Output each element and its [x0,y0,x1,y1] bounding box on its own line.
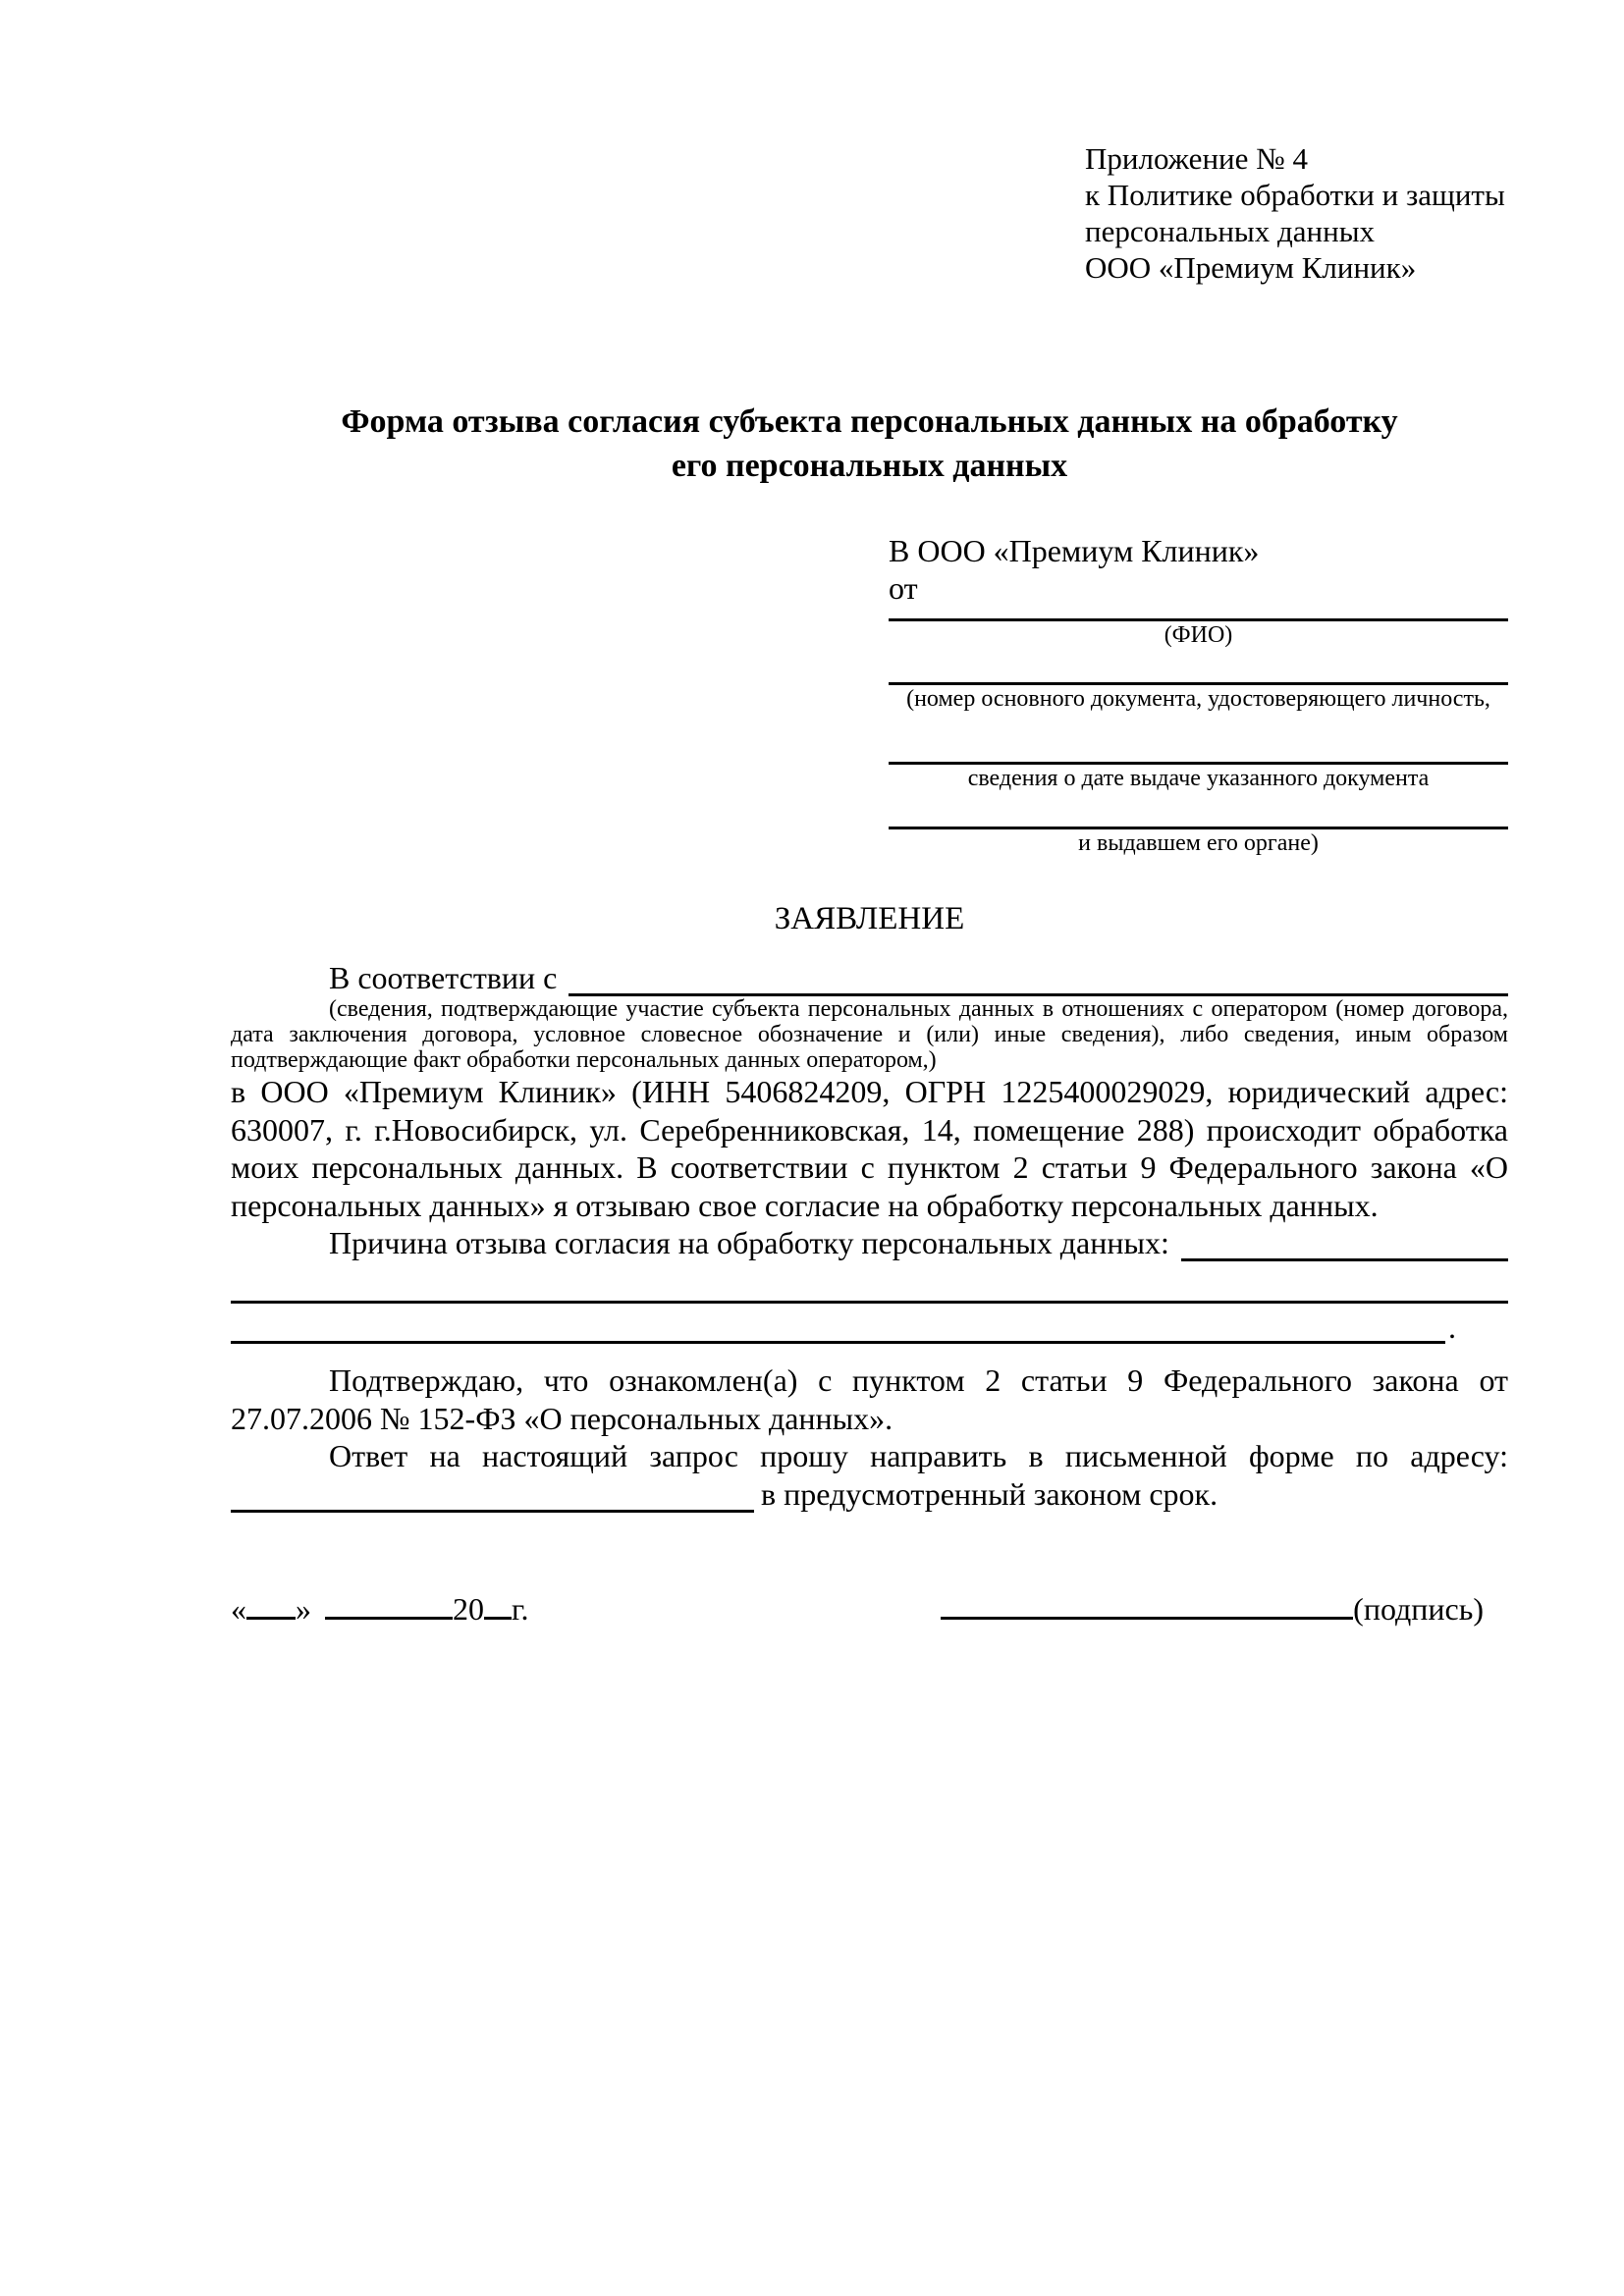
date-line [231,1589,529,1629]
doc-issue-date-input-line[interactable] [889,713,1508,765]
day-input-line[interactable] [246,1613,296,1620]
doc-number-input-line[interactable] [889,649,1508,685]
reply-suffix: в предусмотренный законом срок. [761,1475,1218,1512]
reason-input-line-3[interactable] [231,1304,1445,1344]
fio-caption: (ФИО) [1164,622,1233,648]
doc-issuer-input-line[interactable] [889,792,1508,829]
footer-row [231,1589,1508,1629]
statement-body: в ООО «Премиум Клиник» (ИНН 5406824209, ОГРН 1225400029029, юридический адрес: 630007, г. г.Новосибирск, ул. Серебренниковская, 14, помещение 288) происходит обработка моих персональных данных. В соответствии с пунктом 2 статьи 9 Федерального закона «О персональных данных» я отзываю свое согласие на обработку персональных данных. [231,1074,1508,1223]
addressee-block [889,532,1508,857]
appendix-note-line-4: ООО «Премиум Клиник» [1085,250,1417,285]
reason-input-line-1[interactable] [1181,1224,1508,1261]
accordance-input-line[interactable] [568,959,1508,996]
reason-input-row-3 [231,1304,1508,1344]
year-prefix: 20 [453,1590,484,1627]
doc-number-caption: (номер основного документа, удостоверяющего личность, [906,686,1490,712]
confirmation-paragraph: Подтверждаю, что ознакомлен(а) с пунктом 2 статьи 9 Федерального закона от 27.07.2006 № 152-ФЗ «О персональных данных». [231,1362,1508,1436]
appendix-note [1085,140,1508,286]
reason-row [231,1224,1508,1261]
appendix-note-line-2: к Политике обработки и защиты [1085,178,1505,212]
accordance-row [231,959,1508,996]
document-title-line-2: его персональных данных [671,448,1068,484]
small-print-note: (сведения, подтверждающие участие субъекта персональных данных в отношениях с оператором (номер договора, дата заключения договора, условное словесное обозначение и (или) иные сведения), либо сведения, иным образом подтверждающие факт обработки персональных данных оператором,) [231,996,1508,1073]
reply-request-paragraph: Ответ на настоящий запрос прошу направить в письменной форме по адресу: [329,1438,1508,1473]
signature-caption: (подпись) [1353,1590,1484,1627]
field-doc-number [889,649,1508,713]
field-fio [889,607,1508,649]
year-suffix: г. [512,1590,529,1627]
doc-issuer-caption: и выдавшем его органе) [1078,830,1319,856]
doc-issue-date-caption: сведения о дате выдаче указанного документа [967,766,1430,791]
field-doc-issuer [889,792,1508,857]
date-close-quote: » [296,1590,311,1627]
reply-address-row [231,1475,1508,1513]
year-input-line[interactable] [484,1613,512,1620]
reason-input-line-2[interactable] [231,1261,1508,1304]
reason-prefix: Причина отзыва согласия на обработку персональных данных: [329,1225,1169,1260]
accordance-prefix: В соответствии с [329,960,558,995]
reason-terminator: . [1448,1309,1456,1345]
date-open-quote: « [231,1590,246,1627]
address-input-line[interactable] [231,1475,754,1513]
appendix-note-line-3: персональных данных [1085,214,1376,248]
fio-input-line[interactable] [889,607,1508,621]
addressee-to: В ООО «Премиум Клиник» [889,533,1260,568]
document-title [231,400,1508,488]
document-title-line-1: Форма отзыва согласия субъекта персональных данных на обработку [341,403,1398,440]
statement-heading: ЗАЯВЛЕНИЕ [774,901,965,936]
month-input-line[interactable] [325,1613,453,1620]
field-doc-issue-date [889,713,1508,792]
addressee-from-label: от [889,570,918,606]
signature-block [941,1589,1484,1629]
signature-input-line[interactable] [941,1613,1353,1620]
appendix-note-line-1: Приложение № 4 [1085,141,1308,176]
